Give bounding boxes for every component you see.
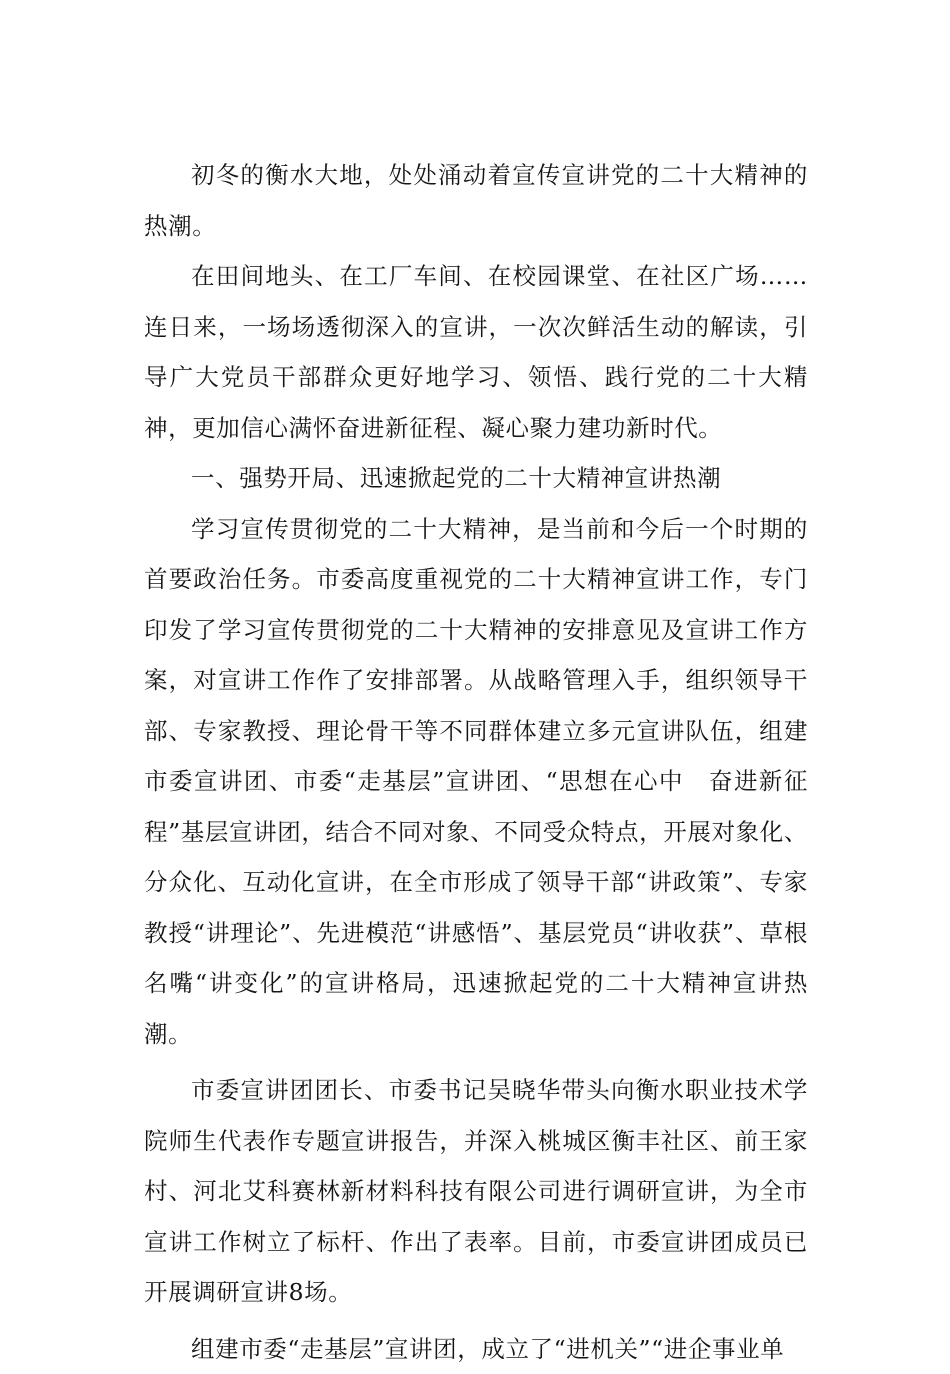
paragraph-grassroots-team: 组建市委“走基层”宣讲团，成立了“进机关”“进企事业单 xyxy=(144,1324,808,1374)
paragraph-overview: 在田间地头、在工厂车间、在校园课堂、在社区广场……连日来，一场场透彻深入的宣讲，一次次鲜活生动的解读，引导广大党员干部群众更好地学习、领悟、践行党的二十大精神，更加信心满怀奋进新征程、凝心聚力建功新时代。 xyxy=(144,251,808,453)
paragraph-intro: 初冬的衡水大地，处处涌动着宣传宣讲党的二十大精神的热潮。 xyxy=(144,150,808,251)
document-body xyxy=(144,150,808,1374)
paragraph-municipal-lecture: 市委宣讲团团长、市委书记吴晓华带头向衡水职业技术学院师生代表作专题宣讲报告，并深入桃城区衡丰社区、前王家村、河北艾科赛林新材料科技有限公司进行调研宣讲，为全市宣讲工作树立了标杆、作出了表率。目前，市委宣讲团成员已开展调研宣讲8场。 xyxy=(144,1065,808,1318)
section-heading-1: 一、强势开局、迅速掀起党的二十大精神宣讲热潮 xyxy=(144,453,808,504)
paragraph-section-1-body: 学习宣传贯彻党的二十大精神，是当前和今后一个时期的首要政治任务。市委高度重视党的二十大精神宣讲工作，专门印发了学习宣传贯彻党的二十大精神的安排意见及宣讲工作方案，对宣讲工作作了安排部署。从战略管理入手，组织领导干部、专家教授、理论骨干等不同群体建立多元宣讲队伍，组建市委宣讲团、市委“走基层”宣讲团、“思想在心中 奋进新征程”基层宣讲团，结合不同对象、不同受众特点，开展对象化、分众化、互动化宣讲，在全市形成了领导干部“讲政策”、专家教授“讲理论”、先进模范“讲感悟”、基层党员“讲收获”、草根名嘴“讲变化”的宣讲格局，迅速掀起党的二十大精神宣讲热潮。 xyxy=(144,504,808,1060)
